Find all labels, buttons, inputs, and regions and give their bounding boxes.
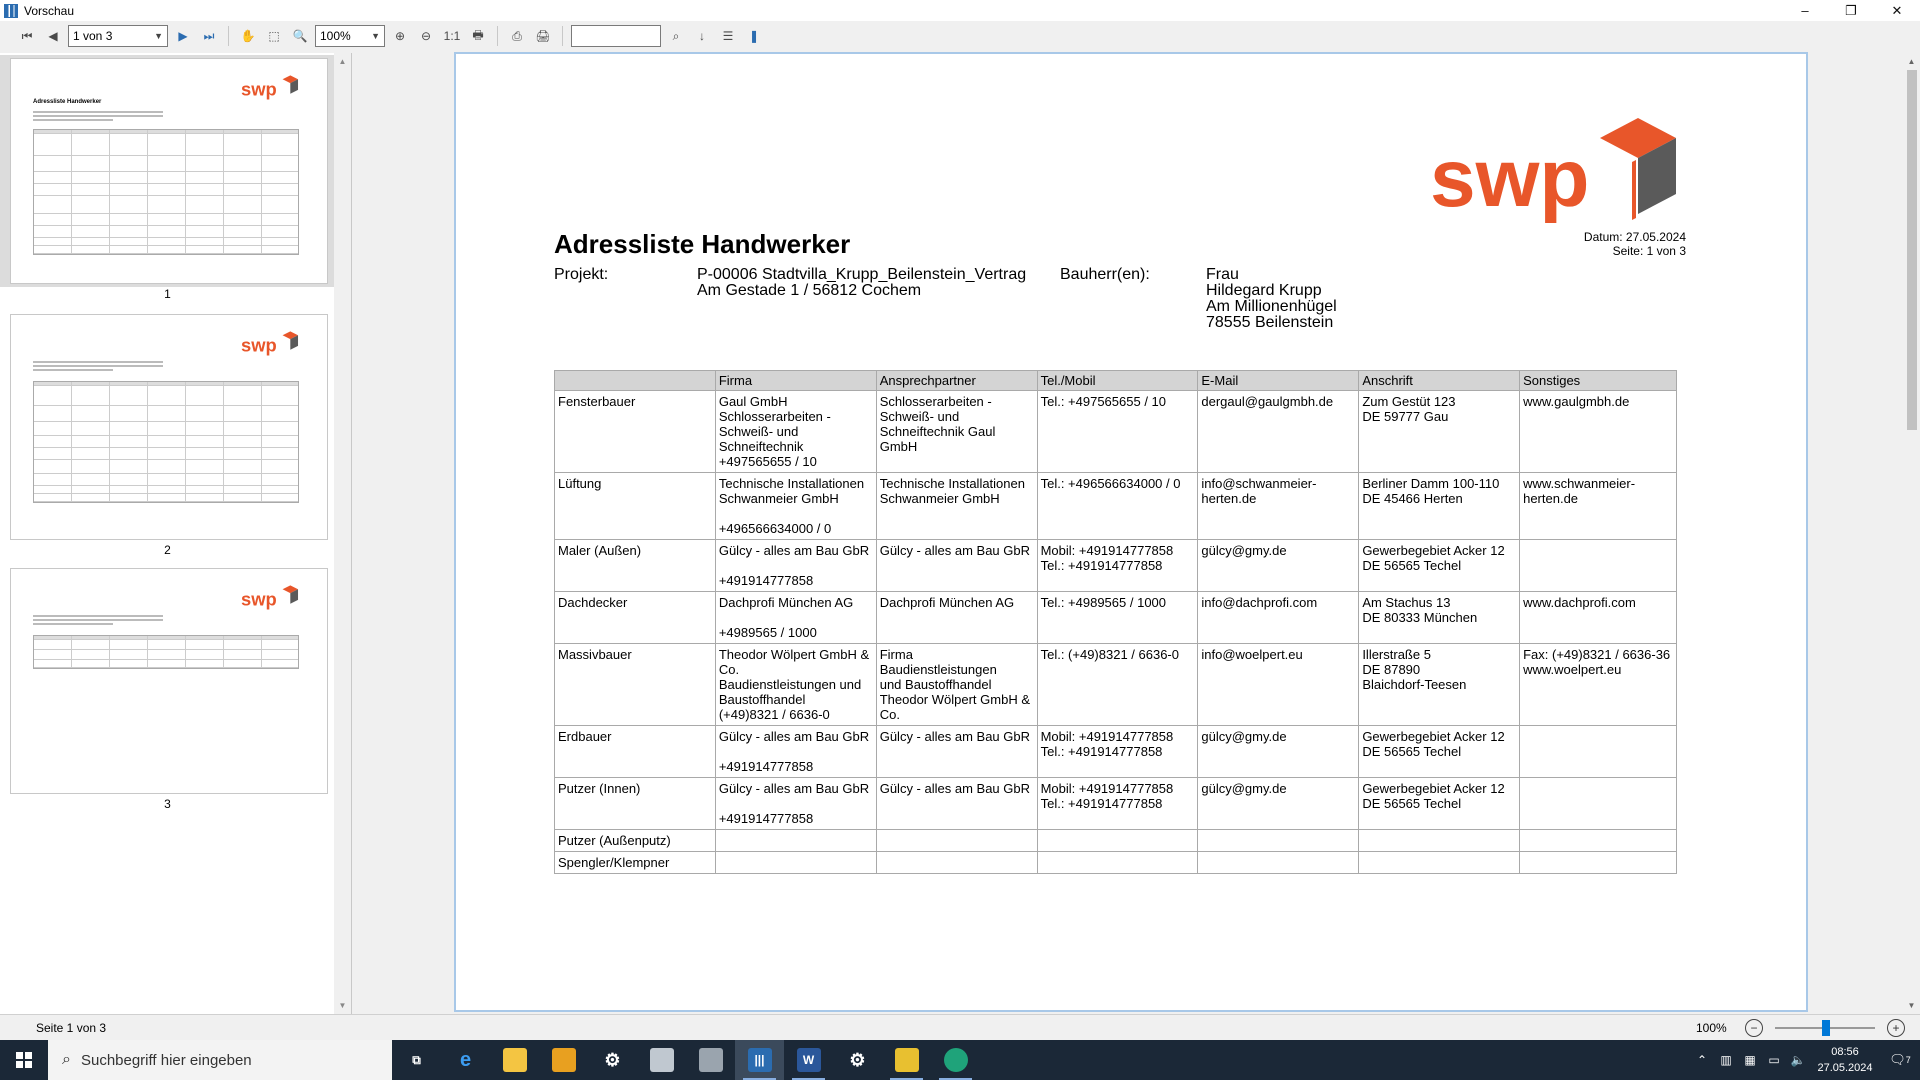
table-cell: gülcy@gmy.de	[1198, 540, 1359, 592]
status-bar	[0, 1014, 1920, 1040]
start-button[interactable]	[0, 1040, 48, 1080]
table-row	[555, 540, 1677, 592]
zoom-slider[interactable]	[1745, 1019, 1905, 1037]
taskbar	[0, 1040, 1920, 1080]
status-zoom: 100%	[1696, 1021, 1727, 1035]
swp-logo	[1430, 114, 1680, 224]
column-header: E-Mail	[1198, 371, 1359, 391]
app-icon	[552, 1048, 576, 1072]
clock-time: 08:56	[1831, 1046, 1859, 1058]
zoom-select[interactable]	[315, 25, 385, 47]
system-tray	[1690, 1040, 1920, 1080]
table-row	[555, 644, 1677, 726]
print-setup-icon[interactable]: 🖶	[472, 27, 484, 42]
table-cell	[1198, 830, 1359, 852]
owner-info: Frau Hildegard Krupp Am Millionenhügel 78555 Beilenstein	[1206, 266, 1337, 331]
close-button[interactable]: ✕	[1891, 2, 1903, 18]
table-cell: Technische Installationen Schwanmeier GmbH	[876, 473, 1037, 540]
table-header-row	[555, 371, 1677, 391]
table-row	[555, 592, 1677, 644]
table-cell: www.gaulgmbh.de	[1520, 391, 1677, 473]
svg-text:swp: swp	[241, 78, 277, 100]
table-cell: Gewerbegebiet Acker 12 DE 56565 Techel	[1359, 540, 1520, 592]
export-icon[interactable]: ⎙	[512, 28, 522, 43]
taskbar-app-orange[interactable]	[539, 1040, 588, 1080]
page-select[interactable]	[68, 25, 168, 47]
table-row	[555, 830, 1677, 852]
table-cell	[1520, 852, 1677, 874]
table-cell: Tel.: +497565655 / 10	[1037, 391, 1198, 473]
find-next-icon[interactable]: ↓	[699, 29, 705, 43]
swp-logo-icon	[241, 583, 299, 613]
zoom-in-icon[interactable]: ⊕	[394, 29, 406, 43]
table-cell: Gewerbegebiet Acker 12 DE 56565 Techel	[1359, 726, 1520, 778]
table-cell	[876, 852, 1037, 874]
table-cell	[715, 852, 876, 874]
table-cell: Spengler/Klempner	[555, 852, 716, 874]
folder-icon	[503, 1048, 527, 1072]
first-page-icon[interactable]: ⏮	[21, 28, 33, 43]
windows-icon	[16, 1052, 32, 1068]
notification-center[interactable]	[1880, 1040, 1920, 1080]
status-page-info: Seite 1 von 3	[36, 1021, 107, 1035]
table-cell: Gaul GmbH Schlosserarbeiten - Schweiß- und Schneiftechnik +497565655 / 10	[715, 391, 876, 473]
table-cell	[1037, 830, 1198, 852]
tray-preview-icon[interactable]: ▦	[1744, 1053, 1756, 1067]
zoom-out-icon[interactable]: ⊖	[420, 29, 432, 43]
gear-icon: ⚙	[604, 1049, 621, 1070]
table-cell: Am Stachus 13 DE 80333 München	[1359, 592, 1520, 644]
table-cell: Gülcy - alles am Bau GbR	[876, 778, 1037, 830]
table-cell: Gülcy - alles am Bau GbR +491914777858	[715, 726, 876, 778]
table-cell: Dachprofi München AG +4989565 / 1000	[715, 592, 876, 644]
table-cell: Berliner Damm 100-110 DE 45466 Herten	[1359, 473, 1520, 540]
table-cell: Firma Baudienstleistungen und Baustoffhandel Theodor Wölpert GmbH & Co.	[876, 644, 1037, 726]
table-cell: info@schwanmeier-herten.de	[1198, 473, 1359, 540]
window-title: Vorschau	[24, 3, 75, 18]
last-page-icon[interactable]: ⏭	[203, 28, 215, 43]
table-cell: info@woelpert.eu	[1198, 644, 1359, 726]
column-header: Anschrift	[1359, 371, 1520, 391]
column-header: Firma	[715, 371, 876, 391]
chevron-up-icon[interactable]: ⌃	[1696, 1053, 1708, 1067]
search-input[interactable]	[571, 25, 661, 47]
thumbnail-scrollbar[interactable]	[334, 53, 351, 1014]
word-icon: W	[797, 1048, 821, 1072]
table-cell: gülcy@gmy.de	[1198, 726, 1359, 778]
table-cell: Dachdecker	[555, 592, 716, 644]
chevron-down-icon: ▼	[154, 31, 163, 41]
minimize-button[interactable]: –	[1801, 3, 1809, 18]
preview-scrollbar[interactable]	[1903, 53, 1920, 1014]
taskbar-edge[interactable]	[931, 1040, 980, 1080]
table-cell: info@dachprofi.com	[1198, 592, 1359, 644]
scroll-up-icon[interactable]: ▲	[338, 57, 347, 66]
taskbar-search-placeholder: Suchbegriff hier eingeben	[80, 1051, 252, 1069]
scroll-down-icon[interactable]: ▼	[338, 1001, 347, 1010]
table-row	[555, 473, 1677, 540]
table-cell: Massivbauer	[555, 644, 716, 726]
table-cell: Gülcy - alles am Bau GbR +491914777858	[715, 540, 876, 592]
table-cell: Maler (Außen)	[555, 540, 716, 592]
task-view-icon: ⧉	[412, 1052, 421, 1067]
address-table	[554, 370, 1677, 874]
swp-logo-icon	[241, 73, 299, 103]
table-cell: Erdbauer	[555, 726, 716, 778]
table-cell: Gülcy - alles am Bau GbR +491914777858	[715, 778, 876, 830]
toolbox-icon	[650, 1048, 674, 1072]
table-cell	[876, 830, 1037, 852]
column-header	[555, 371, 716, 391]
thumbnail-number-3: 3	[164, 797, 171, 811]
swp-logo-icon	[241, 329, 299, 359]
taskbar-app-grey[interactable]	[686, 1040, 735, 1080]
table-cell: Tel.: (+49)8321 / 6636-0	[1037, 644, 1198, 726]
table-cell: Mobil: +491914777858 Tel.: +491914777858	[1037, 540, 1198, 592]
zoom-tool-icon[interactable]: 🔍	[292, 29, 308, 43]
app-icon	[895, 1048, 919, 1072]
volume-icon[interactable]: 🔈	[1790, 1053, 1806, 1067]
logo-text: swp	[1430, 133, 1590, 224]
tray-app-icon[interactable]: ▥	[1720, 1053, 1732, 1067]
thumbnail-page-3[interactable]	[0, 565, 335, 797]
hand-tool-icon[interactable]: ✋	[240, 29, 256, 43]
table-cell: Technische Installationen Schwanmeier GmbH +496566634000 / 0	[715, 473, 876, 540]
project-label: Projekt:	[554, 266, 609, 283]
table-cell: Putzer (Außenputz)	[555, 830, 716, 852]
next-page-icon[interactable]: ▶	[178, 29, 188, 43]
table-cell: gülcy@gmy.de	[1198, 778, 1359, 830]
table-row	[555, 778, 1677, 830]
taskbar-preview-app[interactable]	[735, 1040, 784, 1080]
taskbar-edge-legacy[interactable]	[441, 1040, 490, 1080]
notification-count: 7	[1905, 1055, 1911, 1065]
taskbar-explorer[interactable]	[490, 1040, 539, 1080]
clock[interactable]	[1810, 1044, 1880, 1076]
page-select-value: 1 von 3	[73, 29, 113, 43]
table-cell: Fax: (+49)8321 / 6636-36 www.woelpert.eu	[1520, 644, 1677, 726]
table-cell	[1520, 830, 1677, 852]
column-header: Ansprechpartner	[876, 371, 1037, 391]
table-cell: Tel.: +4989565 / 1000	[1037, 592, 1198, 644]
table-cell	[1520, 726, 1677, 778]
table-cell: www.schwanmeier-herten.de	[1520, 473, 1677, 540]
thumbnail-page-2[interactable]	[0, 311, 335, 543]
app-icon	[699, 1048, 723, 1072]
table-row	[555, 391, 1677, 473]
taskbar-search[interactable]	[48, 1040, 392, 1080]
edge-icon	[944, 1048, 968, 1072]
column-header: Tel./Mobil	[1037, 371, 1198, 391]
table-cell: Illerstraße 5 DE 87890 Blaichdorf-Teesen	[1359, 644, 1520, 726]
taskbar-app-tools[interactable]	[637, 1040, 686, 1080]
owner-label: Bauherr(en):	[1060, 266, 1150, 283]
table-cell: Gewerbegebiet Acker 12 DE 56565 Techel	[1359, 778, 1520, 830]
table-cell: Schlosserarbeiten - Schweiß- und Schneiftechnik Gaul GmbH	[876, 391, 1037, 473]
thumbnail-panel	[0, 53, 352, 1014]
table-cell: dergaul@gaulgmbh.de	[1198, 391, 1359, 473]
table-cell: Dachprofi München AG	[876, 592, 1037, 644]
table-cell: Zum Gestüt 123 DE 59777 Gau	[1359, 391, 1520, 473]
task-view-button[interactable]	[392, 1040, 441, 1080]
table-cell	[1359, 852, 1520, 874]
print-icon[interactable]: 🖨	[535, 29, 551, 43]
previous-page-icon[interactable]: ◀	[48, 29, 58, 43]
table-cell	[1520, 540, 1677, 592]
edge-legacy-icon: e	[459, 1048, 472, 1071]
app-icon	[4, 4, 18, 18]
table-row	[555, 726, 1677, 778]
table-cell: Mobil: +491914777858 Tel.: +491914777858	[1037, 726, 1198, 778]
find-icon[interactable]: ⌕	[672, 28, 680, 43]
table-cell: Mobil: +491914777858 Tel.: +491914777858	[1037, 778, 1198, 830]
thumbnail-page-1[interactable]: swp Adressliste Handwerker	[0, 55, 335, 287]
title-bar	[0, 0, 1920, 21]
document-date-block	[1584, 230, 1686, 258]
select-tool-icon[interactable]: ⬚	[268, 29, 280, 43]
gear-icon: ⚙	[849, 1049, 866, 1070]
table-cell: Lüftung	[555, 473, 716, 540]
chevron-down-icon: ▼	[371, 31, 380, 41]
bookmark-icon[interactable]: ❚	[748, 29, 760, 43]
taskbar-word[interactable]	[784, 1040, 833, 1080]
actual-size-button[interactable]: 1:1	[443, 29, 461, 43]
scrollbar-thumb[interactable]	[1907, 70, 1917, 430]
document-date: Datum: 27.05.2024	[1583, 230, 1686, 244]
thumbnail-number-2: 2	[164, 543, 171, 557]
svg-text:swp: swp	[241, 334, 277, 356]
scroll-up-icon[interactable]: ▲	[1907, 57, 1916, 66]
search-icon: ⌕	[62, 1051, 71, 1068]
clock-date: 27.05.2024	[1817, 1062, 1873, 1074]
table-cell	[1198, 852, 1359, 874]
maximize-button[interactable]: ❐	[1845, 2, 1857, 18]
project-info: P-00006 Stadtvilla_Krupp_Beilenstein_Vertrag Am Gestade 1 / 56812 Cochem	[697, 266, 1027, 299]
zoom-out-icon[interactable]: −	[1745, 1019, 1763, 1037]
toolbar	[0, 21, 1920, 51]
table-cell: Fensterbauer	[555, 391, 716, 473]
taskbar-settings-1[interactable]	[588, 1040, 637, 1080]
table-cell: Tel.: +496566634000 / 0	[1037, 473, 1198, 540]
svg-text:swp: swp	[241, 588, 277, 610]
table-cell	[1359, 830, 1520, 852]
taskbar-settings-2[interactable]	[833, 1040, 882, 1080]
table-cell	[1037, 852, 1198, 874]
document-title: Adressliste Handwerker	[554, 229, 851, 259]
table-cell: Gülcy - alles am Bau GbR	[876, 540, 1037, 592]
document-page-number: Seite: 1 von 3	[1612, 244, 1686, 258]
table-cell	[715, 830, 876, 852]
scroll-down-icon[interactable]: ▼	[1907, 1001, 1916, 1010]
taskbar-apps	[392, 1040, 980, 1080]
notification-icon: 🗨	[1889, 1052, 1906, 1067]
network-icon[interactable]: ▭	[1768, 1053, 1780, 1067]
table-row	[555, 852, 1677, 874]
table-cell	[1520, 778, 1677, 830]
document-page	[454, 52, 1808, 1012]
preview-app-icon: |||	[748, 1048, 772, 1072]
zoom-select-value: 100%	[320, 29, 351, 43]
outline-icon[interactable]: ☰	[722, 29, 734, 43]
table-cell: Putzer (Innen)	[555, 778, 716, 830]
table-cell: www.dachprofi.com	[1520, 592, 1677, 644]
table-cell: Theodor Wölpert GmbH & Co. Baudienstleistungen und Baustoffhandel (+49)8321 / 6636-0	[715, 644, 876, 726]
column-header: Sonstiges	[1520, 371, 1677, 391]
zoom-in-icon[interactable]: +	[1887, 1019, 1905, 1037]
table-cell: Gülcy - alles am Bau GbR	[876, 726, 1037, 778]
zoom-slider-handle[interactable]	[1822, 1020, 1830, 1036]
taskbar-app-green[interactable]	[882, 1040, 931, 1080]
thumbnail-number-1: 1	[164, 287, 171, 301]
